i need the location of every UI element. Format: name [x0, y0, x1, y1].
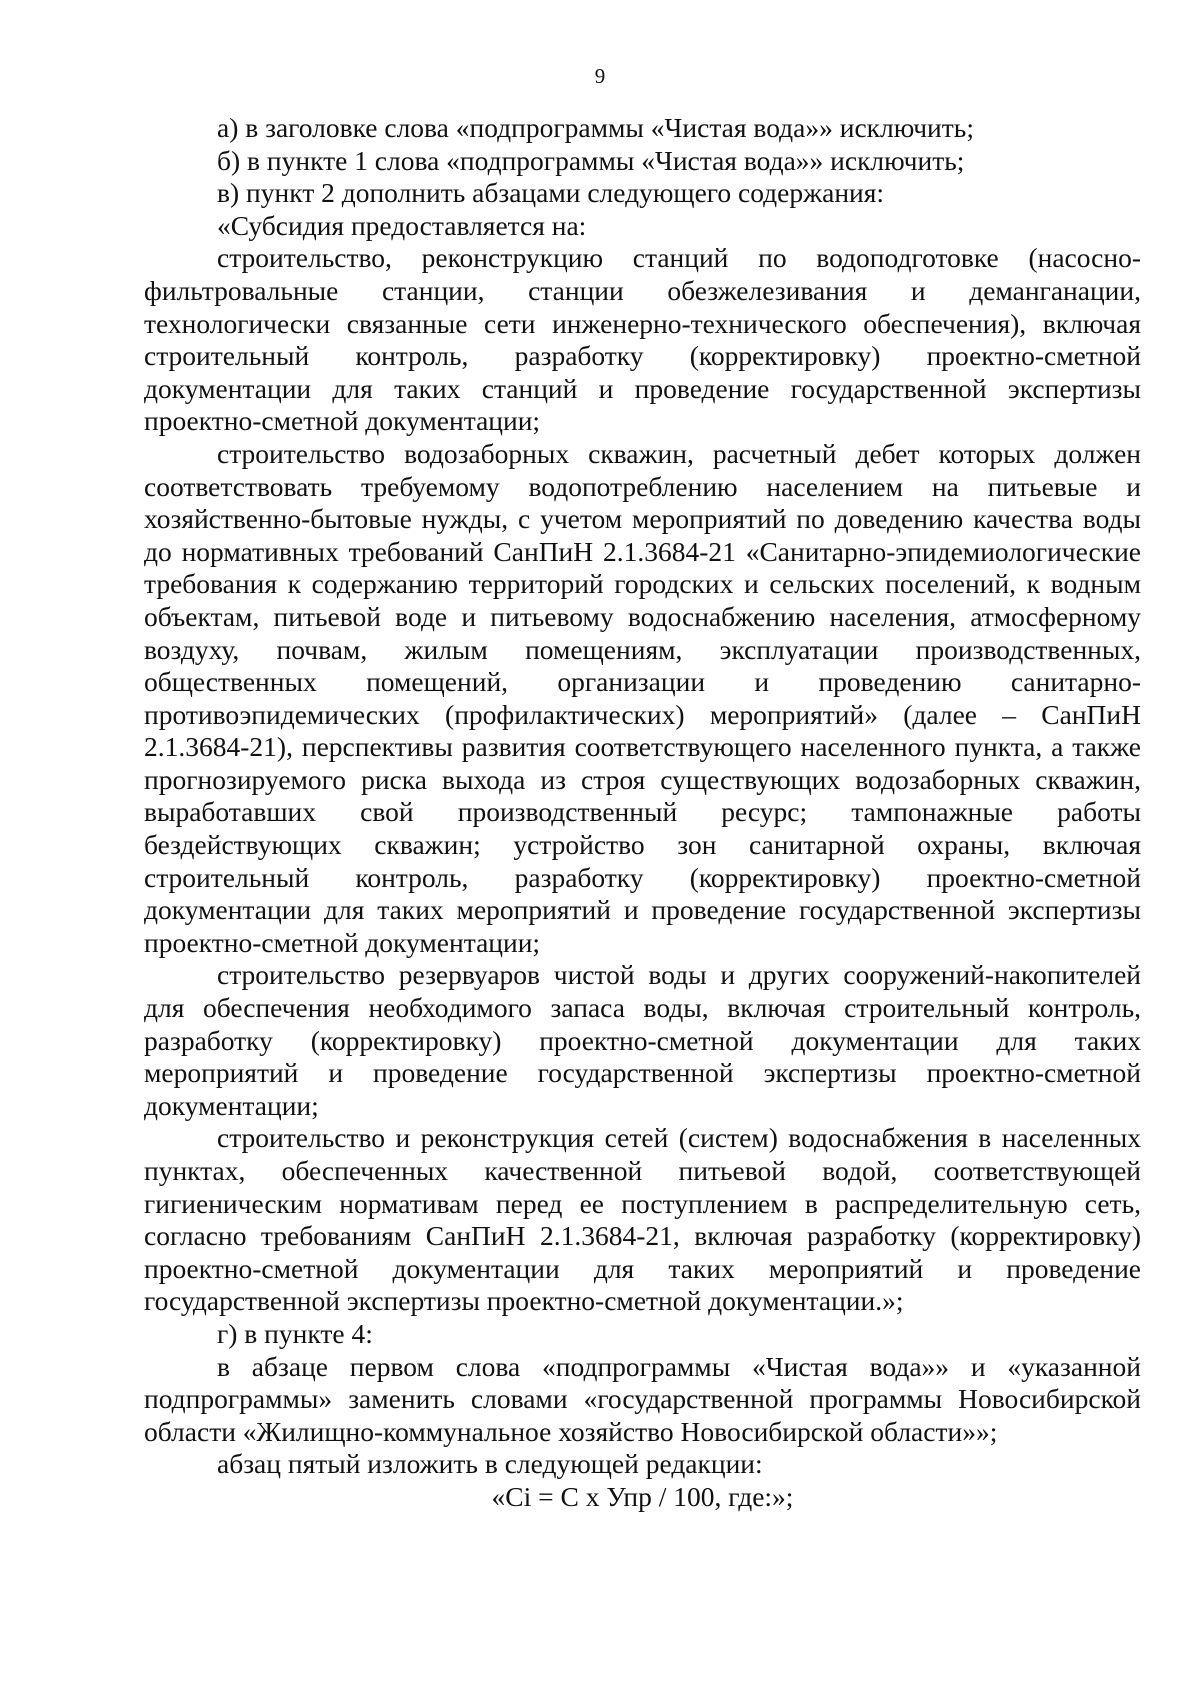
paragraph-a: а) в заголовке слова «подпрограммы «Чистая вода»» исключить; [217, 112, 974, 143]
document-body [144, 112, 1141, 1514]
formula: «Ci = C x Упр / 100, где:»; [491, 1480, 794, 1512]
page-number: 9 [594, 64, 606, 88]
paragraph-g: г) в пункте 4: [217, 1317, 373, 1349]
paragraph-fifth-abzats: абзац пятый изложить в следующей редакции: [217, 1448, 763, 1480]
paragraph-water-treatment-stations: строительство, реконструкцию станций по водоподготовке (насосно-фильтровальные станции, станции обезжелезивания и деманганации, технологически связанные сети инженерно-технического обеспечения), включая строительный контроль, разработку (корректировку) проектно-сметной документации для таких станций и проведение государственной экспертизы проектно-сметной документации; [144, 242, 1141, 437]
paragraph-v: в) пункт 2 дополнить абзацами следующего содержания: [217, 177, 885, 209]
paragraph-water-wells: строительство водозаборных скважин, расчетный дебет которых должен соответствовать требуемому водопотреблению населением на питьевые и хозяйственно-бытовые нужды, с учетом мероприятий по доведению качества воды до нормативных требований СанПиН 2.1.3684-21 «Санитарно-эпидемиологические требования к содержанию территорий городских и сельских поселений, к водным объектам, питьевой воде и питьевому водоснабжению населения, атмосферному воздуху, почвам, жилым помещениям, эксплуатации производственных, общественных помещений, организации и проведению санитарно-противоэпидемических (профилактических) мероприятий» (далее – СанПиН 2.1.3684-21), перспективы развития соответствующего населенного пункта, а также прогнозируемого риска выхода из строя существующих водозаборных скважин, выработавших свой производственный ресурс; тампонажные работы бездействующих скважин; устройство зон санитарной охраны, включая строительный контроль, разработку (корректировку) проектно-сметной документации для таких мероприятий и проведение государственной экспертизы проектно-сметной документации; [144, 437, 1141, 958]
paragraph-first-abzats: в абзаце первом слова «подпрограммы «Чистая вода»» и «указанной подпрограммы» заменить словами «государственной программы Новосибирской области «Жилищно-коммунальное хозяйство Новосибирской области»»; [144, 1350, 1141, 1447]
paragraph-reservoirs: строительство резервуаров чистой воды и других сооружений-накопителей для обеспечения необходимого запаса воды, включая строительный контроль, разработку (корректировку) проектно-сметной документации для таких мероприятий и проведение государственной экспертизы проектно-сметной документации; [144, 959, 1141, 1121]
paragraph-b: б) в пункте 1 слова «подпрограммы «Чистая вода»» исключить; [217, 144, 965, 176]
paragraph-subsidy-intro: «Субсидия предоставляется на: [217, 209, 587, 241]
paragraph-water-networks: строительство и реконструкция сетей (систем) водоснабжения в населенных пунктах, обеспеченных качественной питьевой водой, соответствующей гигиеническим нормативам перед ее поступлением в распределительную сеть, согласно требованиям СанПиН 2.1.3684-21, включая разработку (корректировку) проектно-сметной документации для таких мероприятий и проведение государственной экспертизы проектно-сметной документации.»; [144, 1122, 1141, 1317]
